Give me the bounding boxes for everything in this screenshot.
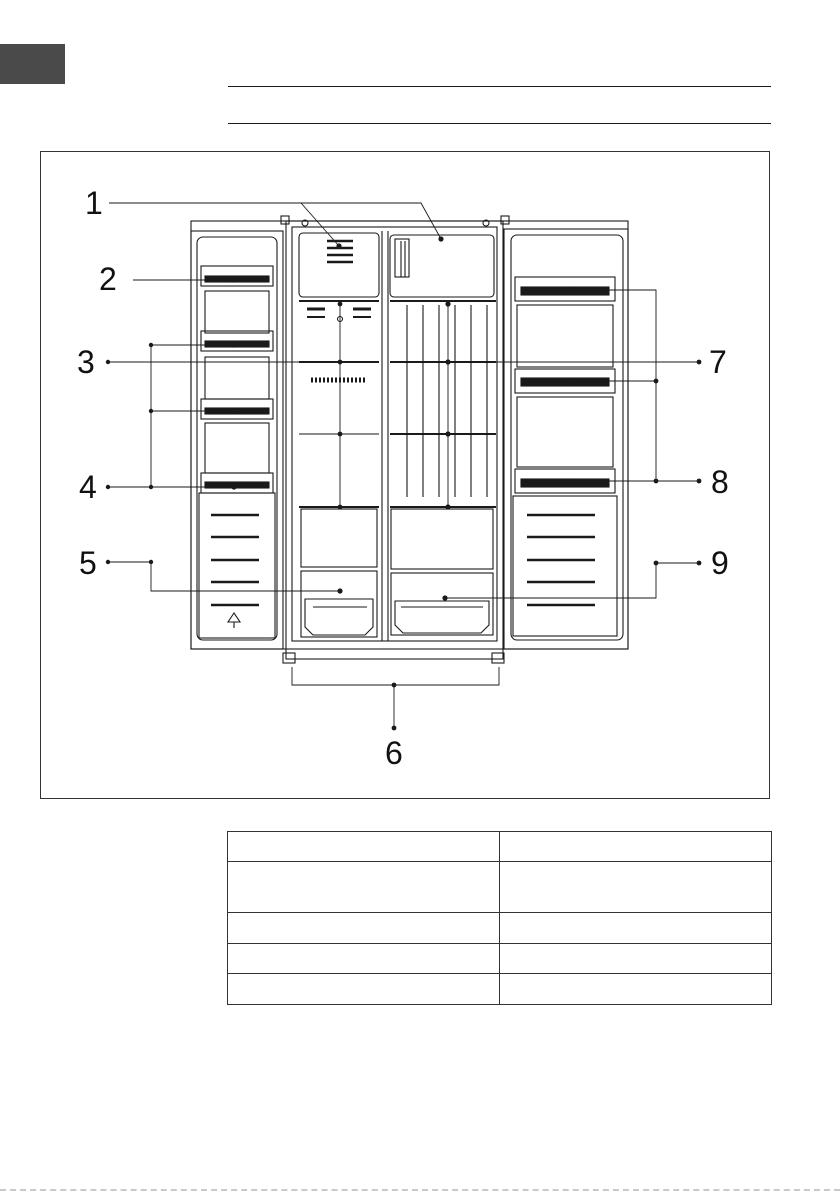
callout-5: 5 [79,545,97,581]
table-row [228,862,772,913]
callout-1: 1 [85,185,103,221]
table-cell [228,832,500,862]
leader-dots [106,236,702,730]
table-cell [228,862,500,913]
table-row [228,974,772,1005]
header-rule-bottom [228,123,771,124]
callout-6: 6 [385,735,403,771]
fridge-door [504,229,628,649]
callout-numbers [77,185,729,771]
specs-table [227,831,772,1005]
table-cell [500,974,772,1005]
callout-3: 3 [77,344,95,380]
table-cell [500,913,772,944]
callout-7: 7 [709,344,727,380]
callout-2: 2 [99,261,117,297]
fridge-diagram [40,151,770,799]
table-cell [500,862,772,913]
callout-4: 4 [79,469,97,505]
table-row [228,913,772,944]
language-tab [0,44,65,84]
page-bottom-border [0,1189,840,1191]
callout-8: 8 [711,464,729,500]
fridge-cabinet [191,216,628,663]
table-cell [228,974,500,1005]
fridge-compartment [390,235,496,635]
table-row [228,944,772,974]
table-cell [228,913,500,944]
callout-9: 9 [711,545,729,581]
table-cell [500,832,772,862]
header-rule-top [228,86,771,87]
fridge-diagram-svg [41,152,771,800]
table-row [228,832,772,862]
table-cell [500,944,772,974]
table-cell [228,944,500,974]
freezer-door [191,231,283,649]
